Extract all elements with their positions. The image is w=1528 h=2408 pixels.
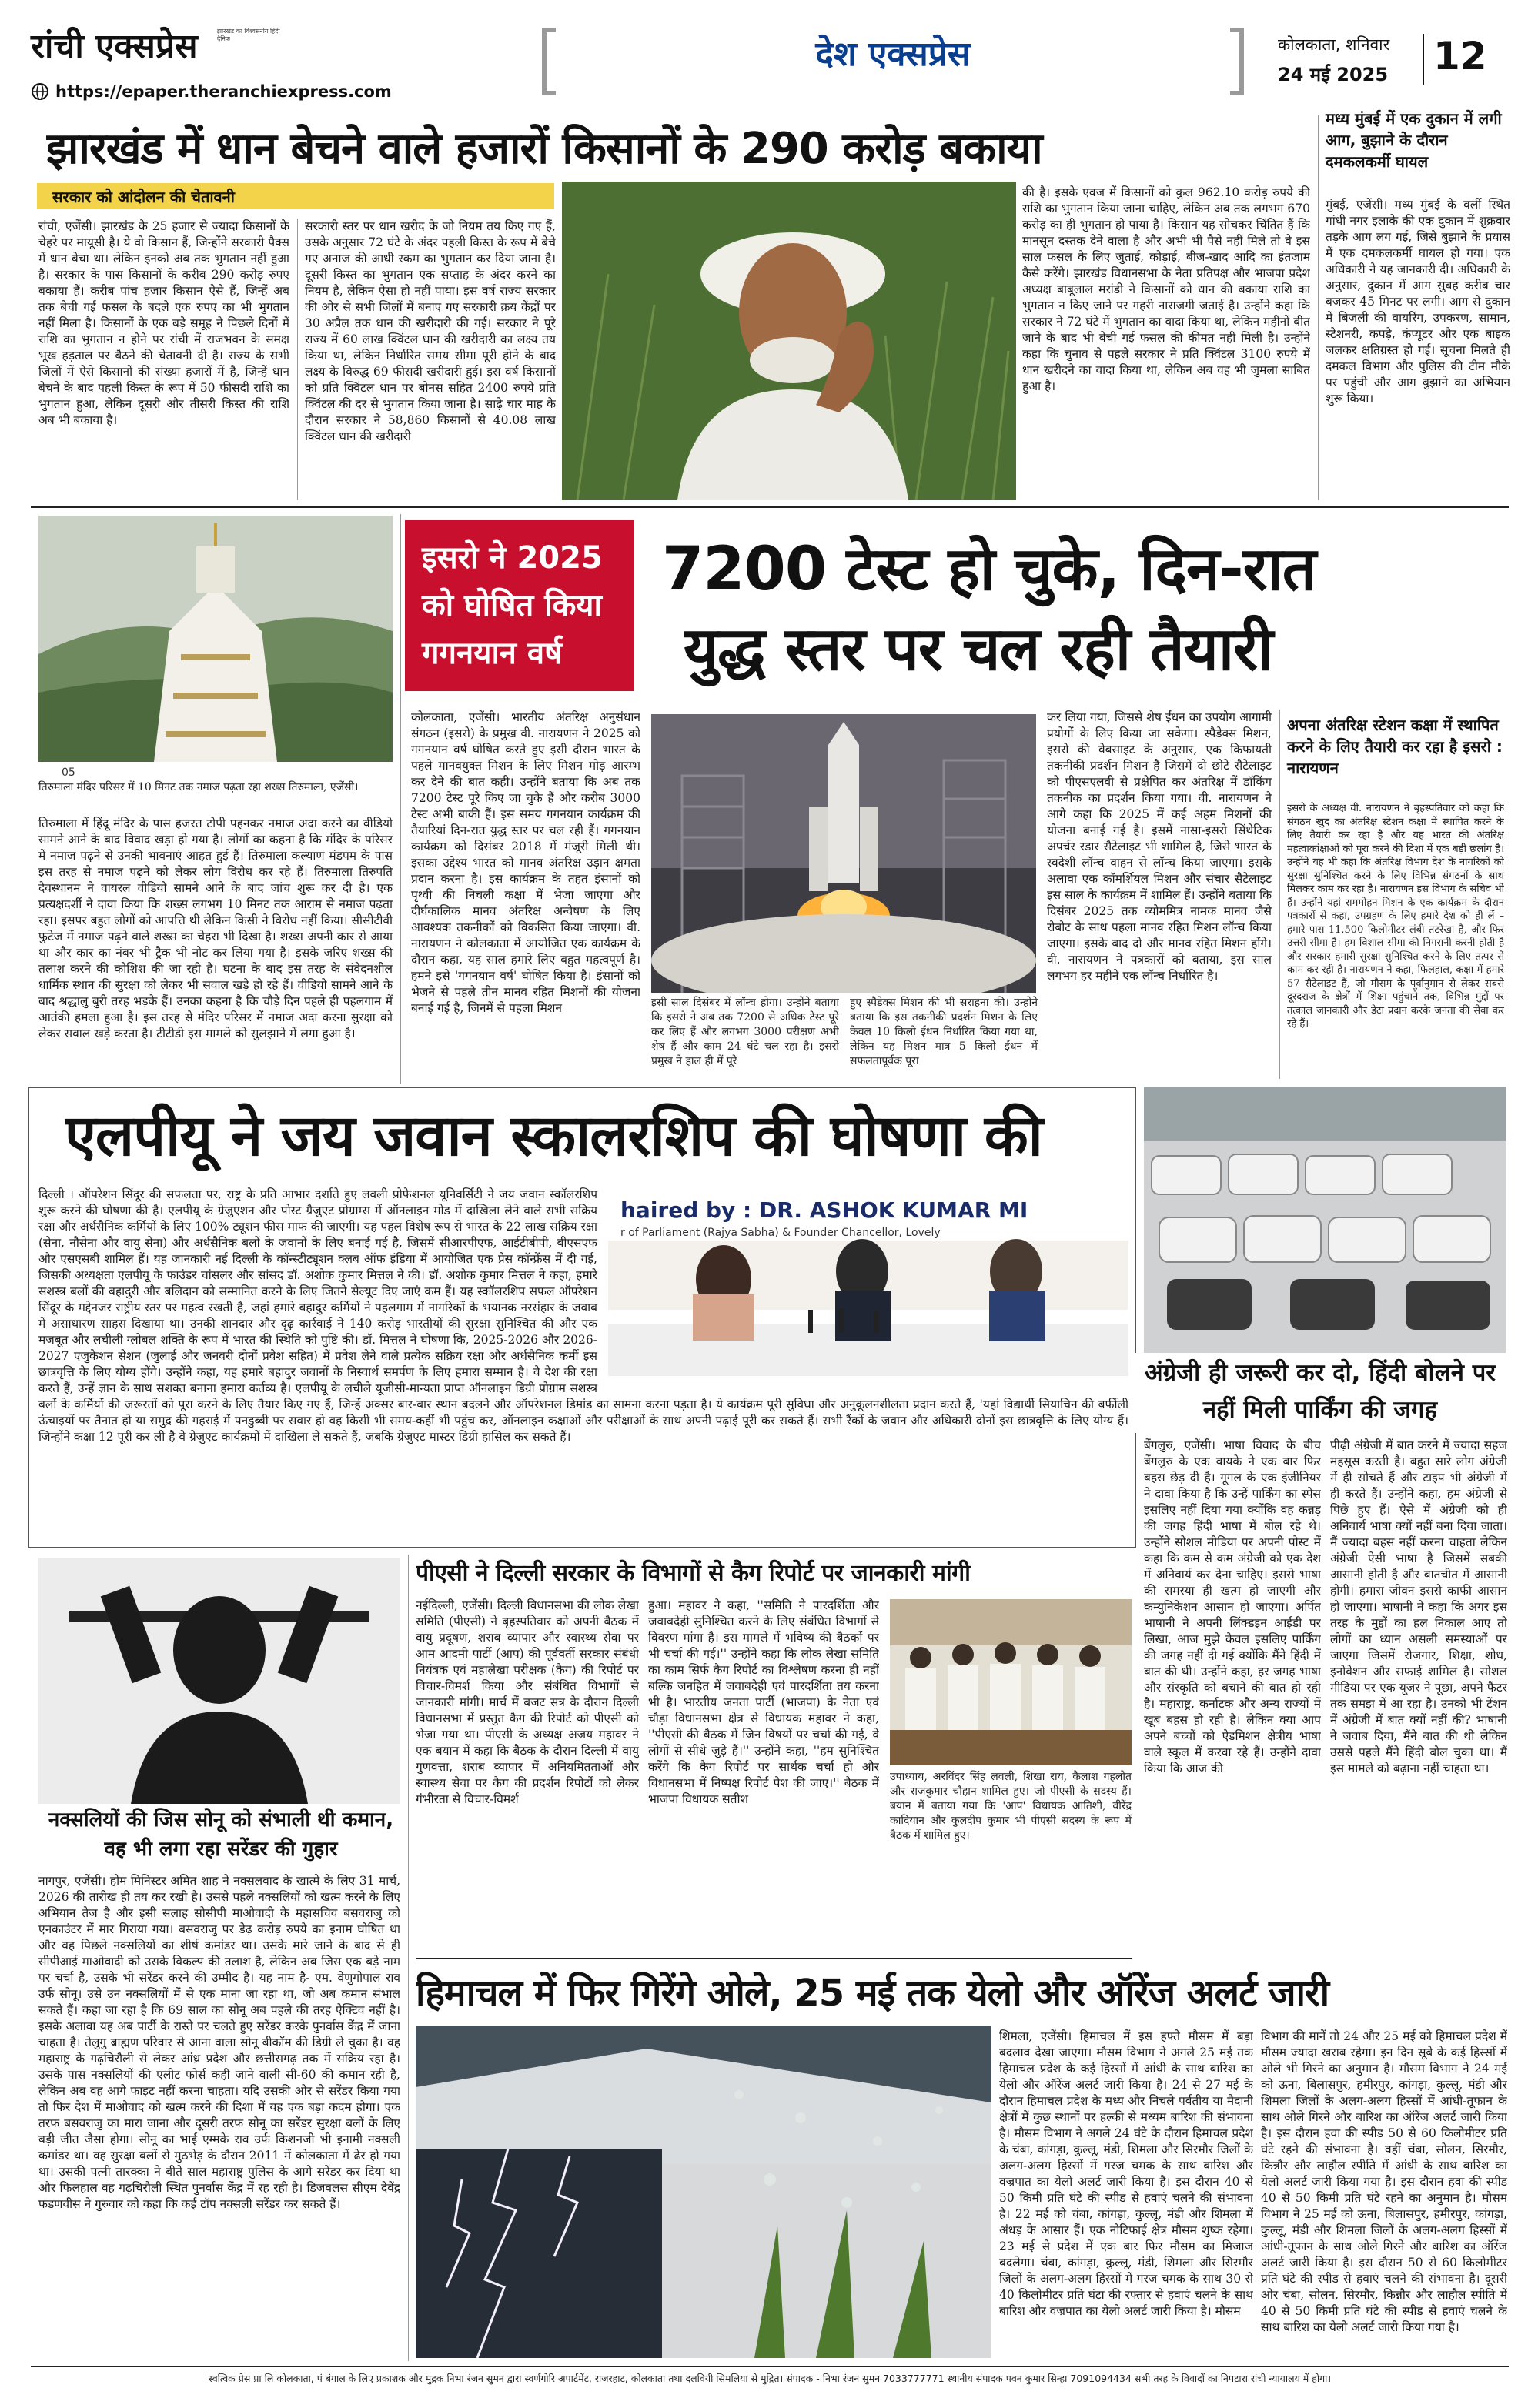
isro-col3 xyxy=(1047,710,1272,1079)
globe-icon xyxy=(31,82,49,101)
masthead xyxy=(0,0,1528,115)
footer-rule xyxy=(31,2366,1509,2367)
lpu-headline: एलपीयू ने जय जवान स्कालरशिप की घोषणा की xyxy=(65,1103,1042,1169)
section-bracket-right xyxy=(1230,28,1244,95)
naxal-headline: नक्सलियों की जिस सोनू को संभाली थी कमान, वह भी लगा रहा सरेंडर की गुहार xyxy=(48,1809,394,1861)
section-title xyxy=(677,29,1108,83)
section-bracket-left xyxy=(542,28,556,95)
himachal-col2 xyxy=(1261,2029,1507,2358)
silhouette-illustration xyxy=(38,1558,400,1804)
tirumala-caption-number: 05 xyxy=(62,766,75,779)
isro-col1 xyxy=(411,710,640,1079)
isro-side-body xyxy=(1287,802,1504,1079)
isro-red-box-text: इसरो ने 2025 को घोषित किया गगनयान वर्ष xyxy=(422,540,603,671)
meeting-illustration xyxy=(890,1599,1132,1765)
story1-col2 xyxy=(305,219,556,500)
cag-col2 xyxy=(648,1598,879,1952)
bengaluru-headline-box xyxy=(1132,1353,1509,1433)
himachal-col2-text: विभाग की मानें तो 24 और 25 मई को हिमाचल प्रदेश में मौसम ज्यादा खराब रहेगा। इन दिन सूबे के कई हिस्सों में ओले भी गिरने का अनुमान है। मौसम विभाग ने 24 मई को ऊना, बिलासपुर, हमीरपुर, कांगड़ा, कुल्लू, मंडी और शिमला जिलों के अलग-अलग हिस्सों में आंधी-तूफान के साथ ओले गिरने और बारिश का ऑरेंज अलर्ट जारी किया है। इस दौरान हवा की स्पीड 50 से 60 किलोमीटर प्रति घंटे रहने की संभावना है। वहीं चंबा, सोलन, सिरमौर, किन्नौर और लाहौल स्पीति में आंधी के साथ बारिश का येलो अलर्ट जारी किया गया है। इस दौरान हवा की स्पीड 40 से 50 किमी प्रति घंटे रहने का अनुमान है। मौसम विभाग ने 25 मई को ऊना, बिलासपुर, हमीरपुर, कांगड़ा, कुल्लू, मंडी और शिमला जिलों के अलग-अलग हिस्सों में आंधी-तूफान के साथ ओले गिरने और बारिश का ऑरेंज अलर्ट जारी किया है। इस दौरान 50 से 60 किलोमीटर प्रति घंटे की स्पीड से हवाएं चलने की संभावना है। दूसरी ओर चंबा, सोलन, सिरमौर, किन्नौर और लाहौल स्पीति में 40 से 50 किमी प्रति घंटे की स्पीड से हवाएं चलने के साथ बारिश का येलो अलर्ट जारी किया गया है। xyxy=(1261,2029,1507,2334)
rocket-caption-left-text: इसी साल दिसंबर में लॉन्च होगा। उन्होंने बताया कि इसरो ने अब तक 7200 से अधिक टेस्ट पूरे कर लिए हैं और लगभग 3000 परीक्षण अभी शेष हैं और काम 24 घंटे चल रहा है। इसरो प्रमुख ने हाल ही में पूरे xyxy=(651,997,839,1067)
tirumala-caption xyxy=(38,780,393,813)
himachal-col1 xyxy=(999,2029,1253,2358)
pac-meeting-photo xyxy=(890,1599,1132,1765)
story1-headline: झारखंड में धान बेचने वाले हजारों किसानों के 290 करोड़ बकाया xyxy=(46,124,1042,174)
epaper-url-row[interactable] xyxy=(31,80,431,103)
isro-headline-line1: 7200 टेस्ट हो चुके, दिन-रात xyxy=(662,535,1316,604)
page-number: 12 xyxy=(1433,34,1487,78)
footer-imprint: स्वत्विक प्रेस प्रा लि कोलकाता, पं बंगाल के लिए प्रकाशक और मुद्रक निभा रंजन सुमन द्वारा स्वर्णगोरि अपार्टमेंट, राजरहाट, कोलकाता तथा दलवियी सिमलिया से मुद्रित। संपादक - निभा रंजन सुमन 7033777771 स्थानीय संपादक पवन कुमार सिन्हा 7091094434 सभी तरह के विवादों का निपटारा रांची न्यायालय में होगा। xyxy=(208,2373,1332,2384)
paper-tagline: झारखंड का विश्वसनीय हिंदी दैनिक xyxy=(217,28,280,42)
paper-name: रांची एक्सप्रेस xyxy=(31,27,198,66)
story1-col3 xyxy=(1022,185,1310,500)
himachal-headline: हिमाचल में फिर गिरेंगे ओले, 25 मई तक येलो और ऑरेंज अलर्ट जारी xyxy=(416,1972,1329,2015)
pac-caption-text: उपाध्याय, अरविंदर सिंह लवली, शिखा राय, कैलाश गहलोत और राजकुमार चौहान शामिल हुए। जो पीएसी के सदस्य हैं। बयान में बताया गया कि 'आप' विधायक आतिशी, वीरेंद्र कादियान और कुलदीप कुमार भी पीएसी सदस्य के रूप में बैठक में शामिल हुए। xyxy=(890,1771,1132,1842)
cag-col1 xyxy=(416,1598,639,1952)
page-number-divider xyxy=(1423,34,1424,85)
isro-side-headline: अपना अंतरिक्ष स्टेशन कक्षा में स्थापित करने के लिए तैयारी कर रहा है इसरो : नारायणन xyxy=(1287,716,1503,777)
lpu-body-text: दिल्ली । ऑपरेशन सिंदूर की सफलता पर, राष्ट्र के प्रति आभार दर्शाते हुए लवली प्रोफेशनल यूनिवर्सिटी ने जय जवान स्कॉलरशिप शुरू करने की घोषणा की है। एलपीयू के ग्रेजुएशन और पोस्ट ग्रैजुएट प्रोग्राम्स में ऑनलाइन मोड में दाखिला लेने वाले सभी सक्रिय रक्षा और अर्धसैनिक कर्मियों के लिए 100% ट्यूशन फीस माफ की जाएगी। यह पहल विशेष रूप से भारत के 22 लाख सक्रिय रक्षा (सेना, नौसेना और वायु सेना) और अर्धसैनिक बलों के जवानों के लिए बनाई गई है, जिसमें सीआरपीएफ, आईटीबीपी, बीएसएफ और एसएसबी शामिल हैं। यह जानकारी नई दिल्ली के कॉन्स्टीट्यूशन क्लब ऑफ इंडिया में आयोजित एक प्रेस कॉन्फ्रेंस में दी गई, जिसकी अध्यक्षता एलपीयू के फाउंडर चांसलर और सांसद डॉ. अशोक कुमार मित्तल ने की। डॉ. अशोक कुमार मित्तल ने कहा, हमारे सशस्त्र बलों की बहादुरी और बलिदान को सम्मानित करने के लिए जितने सेल्यूट दिए जाएं कम हैं। यह स्कॉलरशिप सफल ऑपरेशन सिंदूर के मद्देनजर राष्ट्रीय स्तर पर महत्व रखती है, जहां हमारे बहादुर कर्मियों ने पहलगाम में नागरिकों के भयानक नरसंहार के जवाब में असाधारण साहस दिखाया था। उनकी शानदार और दृढ़ कार्रवाई ने 140 करोड़ भारतीयों की सुरक्षा सुनिश्चित की और एक मजबूत और लचीली ग्लोबल शक्ति के रूप में भारत की स्थिति को पुष्टि की। डॉ. मित्तल ने घोषणा कि, 2025-2026 और 2026-2027 एजुकेशन सेशन (जुलाई और जनवरी दोनों प्रवेश सहित) में प्रवेश लेने वाले प्रत्येक सक्रिय रक्षा और अर्धसैनिक कर्मी इस छात्रवृत्ति के लिए योग्य होंगे। उन्होंने कहा, यह हमारे बहादुर जवानों के निस्वार्थ समर्पण के लिए हमारा सम्मान है। वे देश की रक्षा करते हैं, उन्हें ज्ञान के साथ सशक्त बनाना हमारा कर्तव्य है। एलपीयू के लचीले यूजीसी-मान्यता प्राप्त ऑनलाइन डिग्री प्रोग्राम सशस्त्र बलों के कर्मियों की जरूरतों को पूरा करने के लिए तैयार किए गए हैं, जिन्हें अक्सर बार-बार स्थान बदलने और ऑपरेशनल डिमांड का सामना करना पड़ता है। ये कार्यक्रम पूरी सुविधा और अनुकूलनशीलता प्रदान करते हैं, 'यहां विद्यार्थी सियाचिन की बर्फीली ऊंचाइयों पर तैनात हो या समुद्र की गहराई में पनडुब्बी पर सवार हो वह किसी भी समय-कहीं भी पहुंच कर, ऑनलाइन कक्षाओं और परीक्षाओं के साथ अपनी पढ़ाई पूरी कर सकते हैं। सभी रैंकों के जवान और अधिकारी दोनों इस छात्रवृत्ति के लिए योग्य हैं। जिन्होंने कक्षा 12 पूरी कर ली है वे ग्रेजुएट कार्यक्रमों में दाखिला ले सकते हैं, जबकि ग्रेजुएट मास्टर डिग्री हासिल कर सकते हैं। xyxy=(38,1187,1128,1444)
isro-side-body-text: इसरो के अध्यक्ष वी. नारायणन ने बृहस्पतिवार को कहा कि संगठन खुद का अंतरिक्ष स्टेशन कक्षा में स्थापित करने के लिए तैयारी कर रहा है और यह भारत की अंतरिक्ष महत्वाकांक्षाओं को पूरा करने की दिशा में एक बड़ी छलांग है। उन्होंने यह भी कहा कि अंतरिक्ष विभाग देश के नागरिकों को सुरक्षा सुनिश्चित करने के लिए विभिन्न संगठनों के साथ मिलकर काम कर रहा है। नारायणन इस विभाग के सचिव भी हैं। उन्होंने यहां राममोहन मिशन के एक कार्यक्रम के दौरान पत्रकारों से कहा, उपग्रहण के लिए हमारे देश को ही लें – हमारे पास 11,500 किलोमीटर लंबी तटरेखा है, और फिर उत्तरी सीमा है। हम विशाल सीमा की निगरानी करनी होती है और सरकार हमारी सुरक्षा सुनिश्चित करने के लिए तत्पर से काम कर रही है। नारायणन ने कहा, फिलहाल, कक्षा में हमारे 57 सैटेलाइट हैं, जो मौसम के पूर्वानुमान से लेकर सबसे दूरदराज के क्षेत्रों में शिक्षा पहुंचाने तक, विभिन्न मुद्दों पर तत्काल जानकारी और डेटा प्रदान करके जनता की सेवा कर रहे हैं। xyxy=(1287,803,1504,1030)
cag-col1-text: नईदिल्ली, एजेंसी। दिल्ली विधानसभा की लोक लेखा समिति (पीएसी) ने बृहस्पतिवार को अपनी बैठक में वायु प्रदूषण, शराब व्यापार और स्वास्थ्य सेवा पर आम आदमी पार्टी (आप) की पूर्ववर्ती सरकार संबंधी नियंत्रक एवं महालेखा परीक्षक (कैग) की रिपोर्ट पर विचार-विमर्श किया और संबंधित विभागों से जानकारी मांगी। मार्च में बजट सत्र के दौरान दिल्ली विधानसभा में प्रस्तुत कैग की रिपोर्ट को पीएसी को भेजा गया था। पीएसी के अध्यक्ष अजय महावर ने एक बयान में कहा कि बैठक के दौरान दिल्ली में वायु गुणवत्ता, शराब व्यापार में अनियमितताओं और स्वास्थ्य सेवा पर कैग की प्रदर्शन रिपोर्टों को लेकर गंभीरता से विचार-विमर्श xyxy=(416,1598,639,1806)
tirumala-caption-text: तिरुमाला मंदिर परिसर में 10 मिनट तक नमाज पढ़ता रहा शख्स तिरुमाला, एजेंसी। xyxy=(38,781,359,793)
bengaluru-headline: अंग्रेजी ही जरूरी कर दो, हिंदी बोलने पर नहीं मिली पार्किंग की जगह xyxy=(1144,1359,1496,1424)
isro-col1-text: कोलकाता, एजेंसी। भारतीय अंतरिक्ष अनुसंधान संगठन (इसरो) के प्रमुख वी. नारायणन ने 2025 को गगनयान वर्ष घोषित करते हुए इसी दौरान भारत के पहले मानवयुक्त मिशन के लिए मिशन मोड़ आरम्भ कर देने की बात कही। उन्होंने बताया कि अब तक 7200 टेस्ट पूरे किए जा चुके हैं और करीब 3000 टेस्ट अभी बाकी हैं। इस समय गगनयान कार्यक्रम की तैयारियां दिन-रात युद्ध स्तर पर चल रही हैं। गगनयान कार्यक्रम को दिसंबर 2018 में मंजूरी मिली थी। इसका उद्देश्य भारत को मानव अंतरिक्ष उड़ान क्षमता प्रदान करना है। इस कार्यक्रम के तहत इंसानों को पृथ्वी की निचली कक्षा में भेजा जाएगा और दीर्घकालिक मानव अंतरिक्ष अन्वेषण के लिए आवश्यक तकनीकों को विकसित किया जाएगा। वी. नारायणन ने कोलकाता में आयोजित एक कार्यक्रम के दौरान कहा, यह साल हमारे लिए बहुत महत्वपूर्ण है। हमने इसे 'गगनयान वर्ष' घोषित किया है। इंसानों को भेजने से पहले तीन मानव रहित मिशनों की योजना बनाई गई है, जिनमें से पहला मिशन xyxy=(411,710,640,1015)
lpu-banner-subtext: r of Parliament (Rajya Sabha) & Founder Chancellor, Lovely xyxy=(620,1227,941,1239)
isro-headline-line2: युद्ध स्तर पर चल रही तैयारी xyxy=(684,615,1273,684)
story1-kicker xyxy=(37,183,554,209)
hailstorm-photo xyxy=(416,2026,991,2358)
cag-col2-text: हुआ। महावर ने कहा, ''समिति ने पारदर्शिता और जवाबदेही सुनिश्चित करने के लिए संबंधित विभागों से विवरण मांगा है। इस मामले में भविष्य की बैठकों पर भी चर्चा की गई।'' उन्होंने कहा कि लोक लेखा समिति का काम सिर्फ कैग रिपोर्ट का विश्लेषण करना ही नहीं बल्कि जनहित में जवाबदेही एवं पारदर्शिता तय करना भी है। भारतीय जनता पार्टी (भाजपा) के नेता एवं चौड़ा विधानसभा क्षेत्र से विधायक महावर ने कहा, ''पीएसी की बैठक में जिन विषयों पर चर्चा की गई, वे लोगों से सीधे जुड़े हैं।'' उन्होंने कहा, ''हम सुनिश्चित करेंगे कि कैग रिपोर्ट पर सार्थक चर्चा हो और विधानसभा में निष्पक्ष रिपोर्ट पेश की जाए।'' बैठक में भाजपा विधायक सतीश xyxy=(648,1598,879,1806)
lpu-banner-text: haired by : DR. ASHOK KUMAR MI xyxy=(620,1197,1028,1223)
column-rule xyxy=(400,514,401,1084)
himachal-col1-text: शिमला, एजेंसी। हिमाचल में इस हफ्ते मौसम में बड़ा बदलाव देखा जाएगा। मौसम विभाग ने अगले 25 मई तक हिमाचल प्रदेश के कई हिस्सों में आंधी के साथ बारिश का येलो और ऑरेंज अलर्ट जारी किया है। 24 से 27 मई के दौरान हिमाचल प्रदेश के मध्य और निचले पर्वतीय या मैदानी क्षेत्रों में कुछ स्थानों पर हल्की से मध्यम बारिश की संभावना है। मौसम विभाग ने अगले 24 घंटे के दौरान हिमाचल प्रदेश के चंबा, कांगड़ा, कुल्लू, मंडी, शिमला और सिरमौर जिलों के अलग-अलग हिस्सों में गरज चमक के साथ बारिश और वज्रपात का येलो अलर्ट जारी किया है। इस दौरान 40 से 50 किमी प्रति घंटे की स्पीड से हवाएं चलने की संभावना है। 22 मई को चंबा, कांगड़ा, कुल्लू, मंडी और शिमला में अंधड़ के आसार हैं। एक नोटिफाई क्षेत्र मौसम शुष्क रहेगा। 23 मई से प्रदेश में एक बार फिर मौसम का मिजाज बदलेगा। चंबा, कांगड़ा, कुल्लू, मंडी, शिमला और सिरमौर जिलों के अलग-अलग हिस्सों में गरज चमक के साथ 30 से 40 किलोमीटर प्रति घंटा की रफ्तार से हवाएं चलने के साथ बारिश और वज्रपात का येलो अलर्ट जारी किया है। मौसम xyxy=(999,2029,1253,2318)
section-title-text: देश एक्सप्रेस xyxy=(815,35,971,74)
cag-headline: पीएसी ने दिल्ली सरकार के विभागों से कैग रिपोर्ट पर जानकारी मांगी xyxy=(416,1560,971,1587)
city-day: कोलकाता, शनिवार xyxy=(1278,35,1390,54)
hailstorm-illustration xyxy=(416,2026,991,2358)
brief1-body-text: मुंबई, एजेंसी। मध्य मुंबई के वर्ली स्थित गांधी नगर इलाके की एक दुकान में शुक्रवार तड़के आग लग गई, जिसे बुझाने के प्रयास में एक दमकलकर्मी घायल हो गया। एक अधिकारी ने यह जानकारी दी। अधिकारी के अनुसार, दुकान में आग सुबह करीब चार बजकर 45 मिनट पर लगी। आग से दुकान में बिजली की वायरिंग, उपकरण, सामान, स्टेशनरी, कपड़े, कंप्यूटर और एक बाइक जलकर क्षतिग्रस्त हो गई। सूचना मिलते ही दमकल विभाग और पुलिस की टीम मौके पर पहुंची और आग बुझाने का अभियान शुरू किया। xyxy=(1326,198,1510,406)
tirumala-body xyxy=(38,816,393,1077)
farmer-photo xyxy=(562,182,1016,500)
column-rule xyxy=(1279,710,1280,1079)
story1-col1-text: रांची, एजेंसी। झारखंड के 25 हजार से ज्यादा किसानों के चेहरे पर मायूसी है। ये वो किसान हैं, जिन्होंने सरकारी पैक्स में धान बेचा था। लेकिन इनको अब तक भुगतान नहीं हुआ है। सरकार के पास किसानों के करीब 290 करोड़ रुपए बकाया हैं। करीब पांच हजार किसान ऐसे हैं, जिन्हें अब तक बेची गई फसल के बदले एक रुपए का भी भुगतान नहीं मिला है। किसानों के एक बड़े समूह ने पिछले दिनों में राशि का भुगतान न होने पर रांची में राजभवन के समक्ष भूख हड़ताल पर बैठने की चेतावनी दी है। राज्य के सभी जिलों में ऐसे किसानों की संख्या हजारों में है, जिन्हें धान बेचने के बाद पहली किस्त के रूप में 50 फीसदी राशि का भुगतान हुआ, लेकिन दूसरी और तीसरी किस्त की राशि अब भी बकाया है। xyxy=(38,219,289,427)
bengaluru-col1-text: बेंगलुरु, एजेंसी। भाषा विवाद के बीच बेंगलुरु के एक वायके ने एक बार फिर बहस छेड़ दी है। गूगल के एक इंजीनियर ने दावा किया है कि उन्हें पार्किंग का स्पेस इसलिए नहीं दिया गया क्योंकि वह कन्नड़ की जगह हिंदी भाषा में बोल रहे थे। उन्होंने सोशल मीडिया पर अपनी पोस्ट में कहा कि कम से कम अंग्रेजी को एक देश में अनिवार्य कर देना चाहिए। इससे भाषा की समस्या ही खत्म हो जाएगी और कम्युनिकेशन आसान हो जाएगा। अर्पित भाषानी ने अपनी लिंक्डइन आईडी पर लिखा, आज मुझे केवल इसलिए पार्किंग की जगह नहीं दी गई क्योंकि मैंने हिंदी में बात की थी। उन्होंने कहा, हर जगह भाषा और संस्कृति को बचाने की बात हो रही है। महाराष्ट्र, कर्नाटक और अन्य राज्यों में खूब बहस हो रही है। लेकिन क्या आप अपने बच्चों को ऐडमिशन क्षेत्रीय भाषा वाले स्कूल में करवा रहे हैं। उन्होंने दावा किया कि आज की xyxy=(1144,1438,1321,1775)
lpu-press-conference-photo xyxy=(608,1187,1128,1376)
column-rule xyxy=(297,219,298,500)
pac-caption xyxy=(890,1770,1132,1952)
column-rule xyxy=(408,1555,409,2361)
issue-date: 24 मई 2025 xyxy=(1278,64,1389,85)
isro-red-box xyxy=(405,520,634,691)
temple-illustration xyxy=(38,516,393,762)
story1-col3-text: की है। इसके एवज में किसानों को कुल 962.10 करोड़ रुपये की राशि का भुगतान किया जाना चाहिए, लेकिन अब तक लगभग 670 करोड़ का ही भुगतान हो पाया है। किसान यह सोचकर चिंतित हैं कि मानसून दस्तक देने वाला है और अभी भी पैसे नहीं मिले तो वे इस साल फसल के लिए जुताई, कोड़ाई, बीज-खाद आदि का इंतजाम कैसे करेंगे। झारखंड विधानसभा के नेता प्रतिपक्ष और भाजपा प्रदेश अध्यक्ष बाबूलाल मरांडी ने किसानों को धान की बकाया राशि का भुगतान न किए जाने पर गहरी नाराजगी जताई है। उन्होंने कहा कि सरकार ने 72 घंटे में भुगतान का वादा किया था, लेकिन महीनों बीत जाने के बाद भी बेची गई फसल की कीमत नहीं मिली है। उन्होंने कहा कि चुनाव से पहले सरकार ने प्रति क्विंटल 3100 रुपये में धान खरीदने का वादा किया था, लेकिन अब वह भी जुमला साबित हुआ है। xyxy=(1022,185,1310,393)
naxal-silhouette-photo xyxy=(38,1558,400,1804)
brief1-headline: मध्य मुंबई में एक दुकान में लगी आग, बुझाने के दौरान दमकलकर्मी घायल xyxy=(1326,109,1502,171)
farmer-illustration xyxy=(562,182,1016,500)
section-divider xyxy=(31,506,1509,508)
tirumala-body-text: तिरुमाला में हिंदू मंदिर के पास हजरत टोपी पहनकर नमाज अदा करने का वीडियो सामने आने के बाद विवाद खड़ा हो गया है। लोगों का कहना है कि मंदिर के परिसर में नमाज पढ़ने से उनकी भावनाएं आहत हुई हैं। तिरुमाला कल्याण मंडपम के पास इस तरह से नमाज पढ़ने को लेकर लोग विरोध कर रहे हैं। तिरुमाला तिरुपति देवस्थानम ने वायरल वीडियो सामने आने के बाद जांच शुरू कर दी है। एक प्रत्यक्षदर्शी ने दावा किया कि शख्स लगभग 10 मिनट तक आराम से नमाज पढ़ता रहा। इसपर बहुत लोगों को आपत्ति थी लेकिन किसी ने विरोध नहीं किया। सीसीटीवी फुटेज में नमाज पढ़ने वाले शख्स का चेहरा भी दिखा है। शख्स अपनी कार से आया था और कार का नंबर भी ट्रैक भी नोट कर लिया गया है। इसके जरिए शख्स की तलाश करने की कोशिश की जा रही है। घटना के बाद इस तरह के संवेदनशील धार्मिक स्थान की सुरक्षा को लेकर भी सवाल खड़े हो रहे हैं। वीडियो सामने आने के बाद श्रद्धालु बुरी तरह भड़के हैं। उनका कहना है कि चौड़े दिन पहले ही पहलगाम में आतंकी हमला हुआ है। इस तरह से मंदिर परिसर में नमाज अदा करना सुरक्षा को लेकर सवाल खड़े करता है। टीटीडी इस मामले को सुलझाने में लगा हुआ है। xyxy=(38,817,393,1040)
section-divider xyxy=(416,1958,1132,1959)
naxal-body xyxy=(38,1873,400,2358)
rocket-illustration xyxy=(651,714,1036,993)
epaper-url[interactable]: https://epaper.theranchiexpress.com xyxy=(55,82,392,101)
parking-illustration xyxy=(1144,1087,1506,1353)
kicker-text: सरकार को आंदोलन की चेतावनी xyxy=(52,187,235,206)
brief1-body xyxy=(1326,197,1510,500)
bengaluru-col2-text: पीढ़ी अंग्रेजी में बात करने में ज्यादा सहज महसूस करती है। बहुत सारे लोग अंग्रेजी में ही सोचते हैं और टाइप भी अंग्रेजी में ही करते हैं। उन्होंने कहा, हम अंग्रेजी से पिछे हुए हैं। ऐसे में अंग्रेजी को ही अनिवार्य भाषा क्यों नहीं बना दिया जाता। मैं ज्यादा बहस नहीं करना चाहता लेकिन अंग्रेजी ऐसी भाषा है जिसमें सबकी आसानी होती है और बातचीत में आसानी होगी। हमारा जीवन इससे काफी आसान हो जाएगा। भाषानी ने कहा कि अगर इस तरह के मुद्दों का हल निकाल आए तो लोगों का ध्यान असली समस्याओं पर जाएगा जिसमें रोजगार, शिक्षा, शोध, इनोवेशन और सफाई शामिल है। सोशल मीडिया पर एक यूजर ने पूछा, अपने फैंटर तक समझ में आ रहा है। उनको भी टेंशन में अंग्रेजी में बात क्यों नहीं की? भाषानी ने जवाब दिया, मैंने बात की थी लेकिन उससे पहले मैंने हिंदी बोल चुका था। मैं इस मामले को बढ़ाना नहीं चाहता था। xyxy=(1330,1438,1507,1775)
rocket-caption-right xyxy=(850,996,1038,1079)
naxal-body-text: नागपुर, एजेंसी। होम मिनिस्टर अमित शाह ने नक्सलवाद के खात्मे के लिए 31 मार्च, 2026 की तारीख ही तय कर रखी है। उससे पहले नक्सलियों को खत्म करने के लिए अभियान तेज है और इसी सलाह सोसीपी माओवादी के महासचिव बसवराजु को एनकाउंटर में मार गिराया गया। बसवराजु पर डेढ़ करोड़ रुपये का इनाम घोषित था और वह पिछले नक्सलियों का शीर्ष कमांडर था। उसके मारे जाने के बाद से ही सीपीआई माओवादी को उसके विकल्प की तलाश है, लेकिन अब जिस एक बड़े नाम पर चर्चा है, उसके भी सरेंडर करने की उम्मीद है। यह नाम है- एम. वेणुगोपाल राव उर्फ सोनू। उसे उन नक्सलियों में से एक माना जा रहा था, जो अब कमान संभाल सकते हैं। कहा जा रहा है कि 69 साल का सोनू अब पहले की तरह ऐक्टिव नहीं है। इसके अलावा यह अब पार्टी के रास्ते पर चलते हुए सरेंडर करके पुनर्वास केंद्र में जाना चाहता है। तेलुगु ब्राह्मण परिवार से आना वाला सोनू बीकॉम की डिग्री ले चुका है। वह महाराष्ट्र के गढ़चिरौली से लेकर आंध्र प्रदेश और छत्तीसगढ़ तक में सक्रिय रहा है। उसके पास नक्सलियों की एलीट फोर्स कही जाने वाली सी-60 की कमान रही है, लेकिन अब वह आगे फाइट नहीं करना चाहता। यदि उसकी ओर से सरेंडर किया गया तो फिर देश में माओवाद को खत्म करने की दिशा में यह एक बड़ा कदम होगा। एक तरफ बसवराजु का मारा जाना और दूसरी तरफ सोनू का सरेंडर सुरक्षा बलों के लिए बड़ी जीत जैसा होगा। सोनू का भाई एम्मके राव उर्फ किशनजी भी इनामी नक्सली कमांडर था। वह सुरक्षा बलों से मुठभेड़ के दौरान 2011 में कोलकाता में ढेर हो गया था। उसकी पत्नी तारक्का ने बीते साल महाराष्ट्र पुलिस के आगे सरेंडर कर दिया था और फिलहाल वह गढ़चिरौली स्थित पुनर्वास केंद्र में रह रही है। डिजवलस सीएम देवेंद्र फडणवीस ने गुरुवार को कहा कि कई टॉप नक्सली सरेंडर कर सकते हैं। xyxy=(38,1874,400,2211)
rocket-launch-photo xyxy=(651,714,1036,993)
parking-lot-photo xyxy=(1144,1087,1506,1353)
rocket-caption-left xyxy=(651,996,839,1079)
story1-col2-text: सरकारी स्तर पर धान खरीद के जो नियम तय किए गए हैं, उसके अनुसार 72 घंटे के अंदर पहली किस्त के रूप में बेचे गए अनाज की आधी रकम का भुगतान कर दिया जाना है। दूसरी किस्त का भुगतान एक सप्ताह के अंदर करने का नियम है, लेकिन ऐसा हो नहीं पाया। इस वर्ष राज्य सरकार की ओर से सभी जिलों में बनाए गए सरकारी क्रय केंद्रों पर 30 अप्रैल तक धान की खरीदारी की गई। सरकार ने पूरे राज्य में 60 लाख क्विंटल धान की खरीदारी का लक्ष्य तय किया था, लेकिन निर्धारित समय सीमा पूरी होने के बाद लक्ष्य के विरुद्ध 69 फीसदी खरीदारी हुई। इस वर्ष किसानों को प्रति क्विंटल धान पर बोनस सहित 2400 रुपये प्रति क्विंटल की दर से भुगतान किया जाना है। साढ़े चार माह के दौरान सरकार ने 58,860 किसानों से 40.08 लाख क्विंटल धान की खरीदारी xyxy=(305,219,556,443)
rocket-caption-right-text: हुए स्पैडेक्स मिशन की भी सराहना की। उन्होंने बताया कि इस तकनीकी प्रदर्शन मिशन के लिए केवल 10 किलो ईंधन निर्धारित किया गया था, लेकिन यह मिशन मात्र 5 किलो ईंधन में सफलतापूर्वक पूरा xyxy=(850,997,1038,1067)
isro-col3-text: कर लिया गया, जिससे शेष ईंधन का उपयोग आगामी प्रयोगों के लिए किया जा सकेगा। स्पैडेक्स मिशन, इसरो की वेबसाइट के अनुसार, एक किफायती तकनीकी प्रदर्शन मिशन है जिसमें दो छोटे सैटेलाइट को पीएसएलवी से प्रक्षेपित कर अंतरिक्ष में डॉकिंग तकनीक का प्रदर्शन किया गया। वी. नारायणन ने आगे कहा कि 2025 में कई अहम मिशनों की योजना बनाई गई है। इसमें नासा-इसरो सिंथेटिक अपर्चर रडार सैटेलाइट भी शामिल है, जिसे भारत के स्वदेशी लॉन्च वाहन से लॉन्च किया जाएगा। इसके अलावा एक कॉमर्शियल मिशन और संचार सैटेलाइट इस साल के कार्यक्रम में शामिल हैं। उन्होंने बताया कि दिसंबर 2025 तक व्योममित्र नामक मानव जैसे रोबोट के साथ पहला मानव रहित मिशन लॉन्च किया जाएगा। इसके बाद दो और मानव रहित मिशन होंगे। वी. नारायणन ने पत्रकारों को बताया, इस साल लगभग हर महीने एक लॉन्च निर्धारित है। xyxy=(1047,710,1272,983)
tirumala-temple-photo xyxy=(38,516,393,762)
column-rule xyxy=(1318,115,1319,500)
story1-col1 xyxy=(38,219,289,500)
